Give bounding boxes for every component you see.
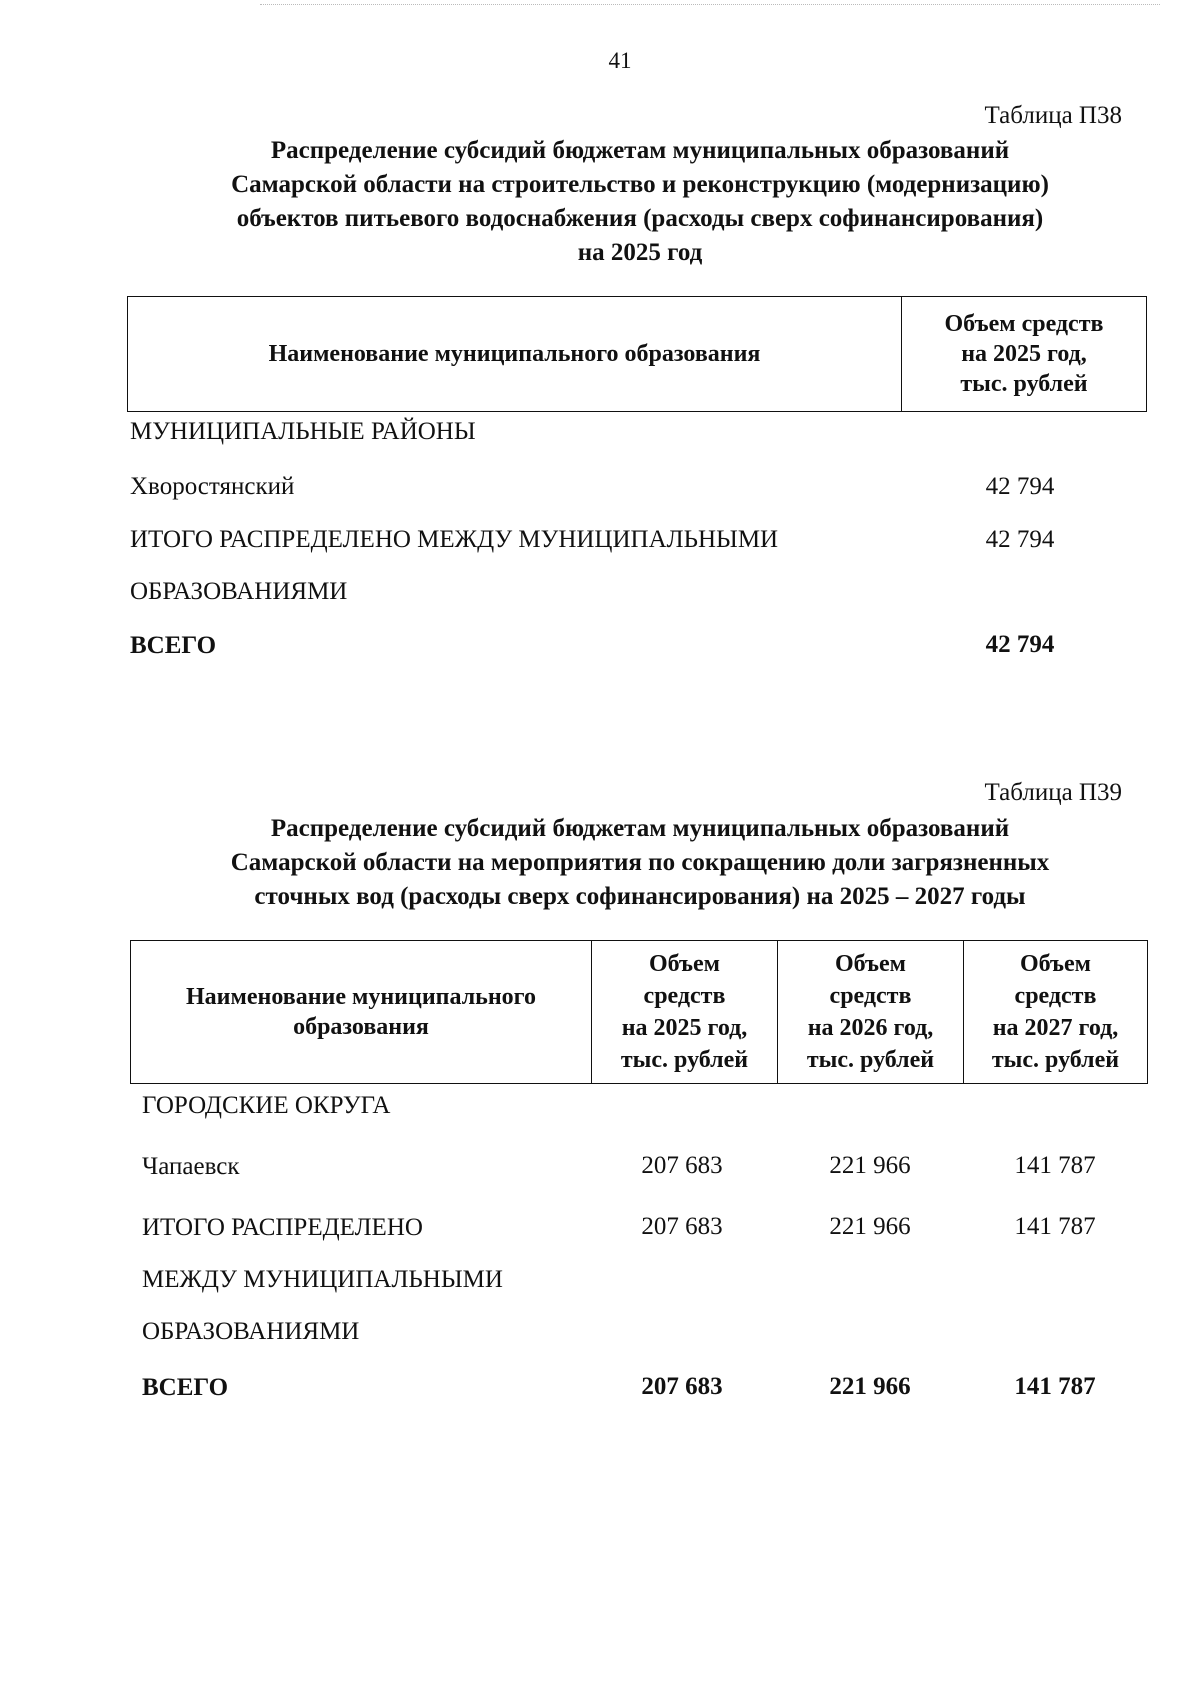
header-line: Наименование муниципального (186, 984, 536, 1010)
total-line: ОБРАЗОВАНИЯМИ (130, 578, 348, 605)
grand-total-label: ВСЕГО (130, 632, 217, 659)
row-value-2025: 207 683 (641, 1152, 723, 1179)
header-line: Объем (834, 951, 907, 977)
header-line: средств (1014, 983, 1097, 1009)
table-p39-header (130, 940, 1148, 1084)
header-amount-2026 (777, 941, 963, 1083)
title-line: Распределение субсидий бюджетам муниципальных образований (270, 815, 1010, 842)
row-name: Чапаевск (142, 1153, 240, 1180)
total-line: ОБРАЗОВАНИЯМИ (142, 1318, 360, 1345)
header-line: на 2026 год, (807, 1015, 934, 1041)
row-value-2027: 141 787 (1014, 1152, 1096, 1179)
grand-total-value-2027: 141 787 (1014, 1373, 1096, 1400)
grand-total-label: ВСЕГО (142, 1374, 229, 1401)
table-p39-label: Таблица П39 (984, 779, 1122, 806)
header-line: на 2025 год, (961, 341, 1087, 367)
header-line: Объем средств (944, 311, 1104, 337)
header-line: тыс. рублей (991, 1047, 1120, 1073)
header-line: тыс. рублей (960, 371, 1088, 397)
header-line: тыс. рублей (806, 1047, 935, 1073)
header-amount-2025 (591, 941, 777, 1083)
header-line: на 2027 год, (992, 1015, 1119, 1041)
table-p39-title (100, 812, 1180, 914)
table-p38-header (127, 296, 1147, 412)
header-amount-2027 (963, 941, 1147, 1083)
grand-total-value-2025: 207 683 (641, 1373, 723, 1400)
total-distributed-value: 42 794 (985, 526, 1055, 553)
section-title: ГОРОДСКИЕ ОКРУГА (142, 1092, 391, 1119)
total-line: ИТОГО РАСПРЕДЕЛЕНО МЕЖДУ МУНИЦИПАЛЬНЫМИ (130, 526, 779, 553)
header-line: тыс. рублей (620, 1047, 749, 1073)
header-line: на 2025 год, (621, 1015, 748, 1041)
header-line: образования (293, 1014, 429, 1040)
scan-artifact-line (260, 4, 1160, 5)
header-line: средств (643, 983, 726, 1009)
page-number: 41 (608, 48, 632, 73)
total-line: МЕЖДУ МУНИЦИПАЛЬНЫМИ (142, 1266, 503, 1293)
section-title: МУНИЦИПАЛЬНЫЕ РАЙОНЫ (130, 418, 476, 445)
header-name (131, 941, 591, 1083)
total-distributed-value-2026: 221 966 (829, 1213, 911, 1240)
title-line: объектов питьевого водоснабжения (расходы сверх софинансирования) (236, 205, 1044, 232)
total-distributed-value-2027: 141 787 (1014, 1213, 1096, 1240)
header-line: Объем (1019, 951, 1092, 977)
header-line: Объем (648, 951, 721, 977)
header-line: средств (829, 983, 912, 1009)
header-amount-2025 (901, 297, 1146, 411)
table-p38-label: Таблица П38 (984, 102, 1122, 129)
row-name: Хворостянский (130, 473, 295, 500)
grand-total-value: 42 794 (985, 631, 1055, 658)
total-distributed-label (130, 514, 778, 618)
row-value-2026: 221 966 (829, 1152, 911, 1179)
table-p38-title (100, 134, 1180, 270)
grand-total-value-2026: 221 966 (829, 1373, 911, 1400)
row-value-2025: 42 794 (985, 473, 1055, 500)
title-line: на 2025 год (577, 239, 703, 266)
title-line: сточных вод (расходы сверх софинансирования) на 2025 – 2027 годы (254, 883, 1026, 910)
total-distributed-value-2025: 207 683 (641, 1213, 723, 1240)
title-line: Самарской области на строительство и реконструкцию (модернизацию) (231, 171, 1049, 198)
header-name: Наименование муниципального образования (268, 341, 761, 367)
total-distributed-label (142, 1202, 503, 1358)
title-line: Распределение субсидий бюджетам муниципальных образований (270, 137, 1010, 164)
total-line: ИТОГО РАСПРЕДЕЛЕНО (142, 1214, 423, 1241)
title-line: Самарской области на мероприятия по сокращению доли загрязненных (230, 849, 1050, 876)
